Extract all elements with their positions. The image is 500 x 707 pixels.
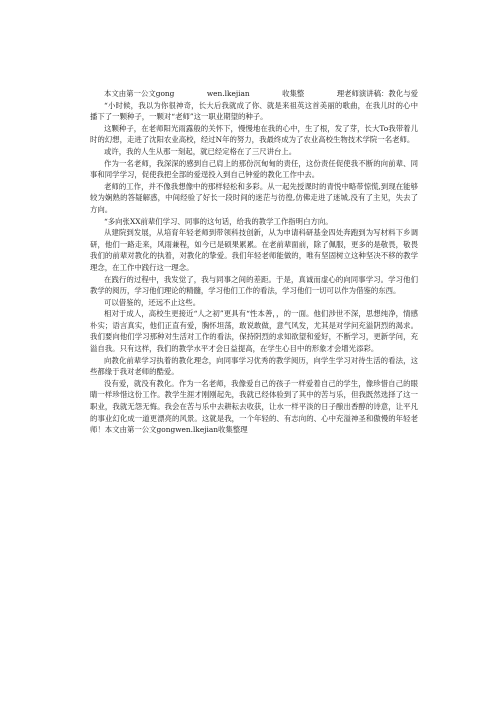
paragraph-8: 在践行的过程中，我发觉了，我与同事之间的差距。于是，真诚而虚心的向同事学习。学习他们教学的阅历，学习他们理论的精髓，学习他们工作的看法，学习他们一切可以作为借鉴的东西。 [90,274,418,296]
header-title: 理老师演讲稿：教化与爱 [336,89,418,98]
paragraph-5: 老师的工作，并不像我想像中的那样轻松和多彩。从一起先授课时的青悦中略带惊慌,到现在能够较为娴熟的答疑解惑，中间经验了好长一段时间的迷茫与彷徨,仿佛走进了迷城,没有了主见，失去了方向。 [90,181,418,214]
paragraph-12: 没有爱，就没有教化。作为一名老师，我像爱自己的孩子一样爱着自己的学生，像珍惜自己的眼睛一样珍惜这份工作。教学生涯才刚刚起先，我就已经体验到了其中的苦与乐，但我既然选择了这一职业，我就无怨无悔。我会在苦与乐中去耕耘去收获，让水一样平淡的日子酿出香醇的诗意，让平凡的事业幻化成一道更漂亮的风景。这就是我，一个年轻的、有志向的、心中充溢神圣和傲慢的年轻老师！本文由第一公文gongwen.lkejian收集整理 [90,378,418,435]
paragraph-7: 从建院到发展，从培育年轻老师到带领科技创新，从为申请科研基金四处奔跑到为写材料下乡调研，他们一路走来，风雨兼程，如今已是硕果累累。在老前辈面前，除了佩服，更多的是敬畏，敬畏我们的前辈对教化的执着，对教化的挚爱。我们年轻老师能做的，唯有坚固树立这种坚决不移的教学理念，在工作中践行这一理念。 [90,228,418,272]
header-source: 本文由第一公文gong [104,89,175,98]
paragraph-3: 或许，我的人生从那一刻起，就已经定格在了三尺讲台上。 [104,146,297,156]
paragraph-11: 向教化前辈学习执着的教化理念，向同事学习优秀的教学阅历，向学生学习对待生活的看法，这些都缘于我对老师的酷爱。 [90,355,418,377]
document-header [90,88,418,100]
paragraph-6: “多向张XX前辈们学习、同事的这句话，给我的教学工作指明白方向。 [104,216,333,226]
paragraph-4: 作为一名老师，我深深的感到自己肩上的那份沉甸甸的责任，这份责任促使我不断的向前辈、同事和同学学习，促使我把全部的爱逞投入到自己钟爱的教化工作中去。 [90,158,418,180]
document-body [90,88,418,436]
header-collect: 收集整 [282,89,305,98]
paragraph-10: 相对于成人，高校生更接近“人之初”更具有“性本善，，的一面。他们涉世不深，思想纯净，情感朴实；语言真实，他们正直有爱，胸怀坦荡，敢说敢做，意气风发，尤其是对学问充溢阴烈的渴求。我们要向他们学习那种对生活对工作的看法，保持阴烈的求知欲望和爱好，不断学习，更新学问，充溢自我。只有这样，我们的教学水平才会日益提高，在学生心目中的形象才会增光添彩。 [90,309,418,354]
paragraph-9: 可以借鉴的，还远不止这些。 [104,297,201,307]
paragraph-1: “小时候，我以为你很神奇，长大后我就成了你、就是来祖英这首美丽的歌曲，在我儿时的心中播下了一颗种子，一颗对“老师”这一职业期望的种子。 [90,100,418,122]
header-site: wen.lkejian [206,89,250,98]
paragraph-2: 这颗种子，在老师阳光雨露般的关怀下，慢慢地在我的心中，生了根，发了芽，长大To我带着儿时的幻想，走进了沈阳农业高校，经过N年的努力，我最终成为了农业高校生物技术学院一名老师。 [90,123,418,145]
